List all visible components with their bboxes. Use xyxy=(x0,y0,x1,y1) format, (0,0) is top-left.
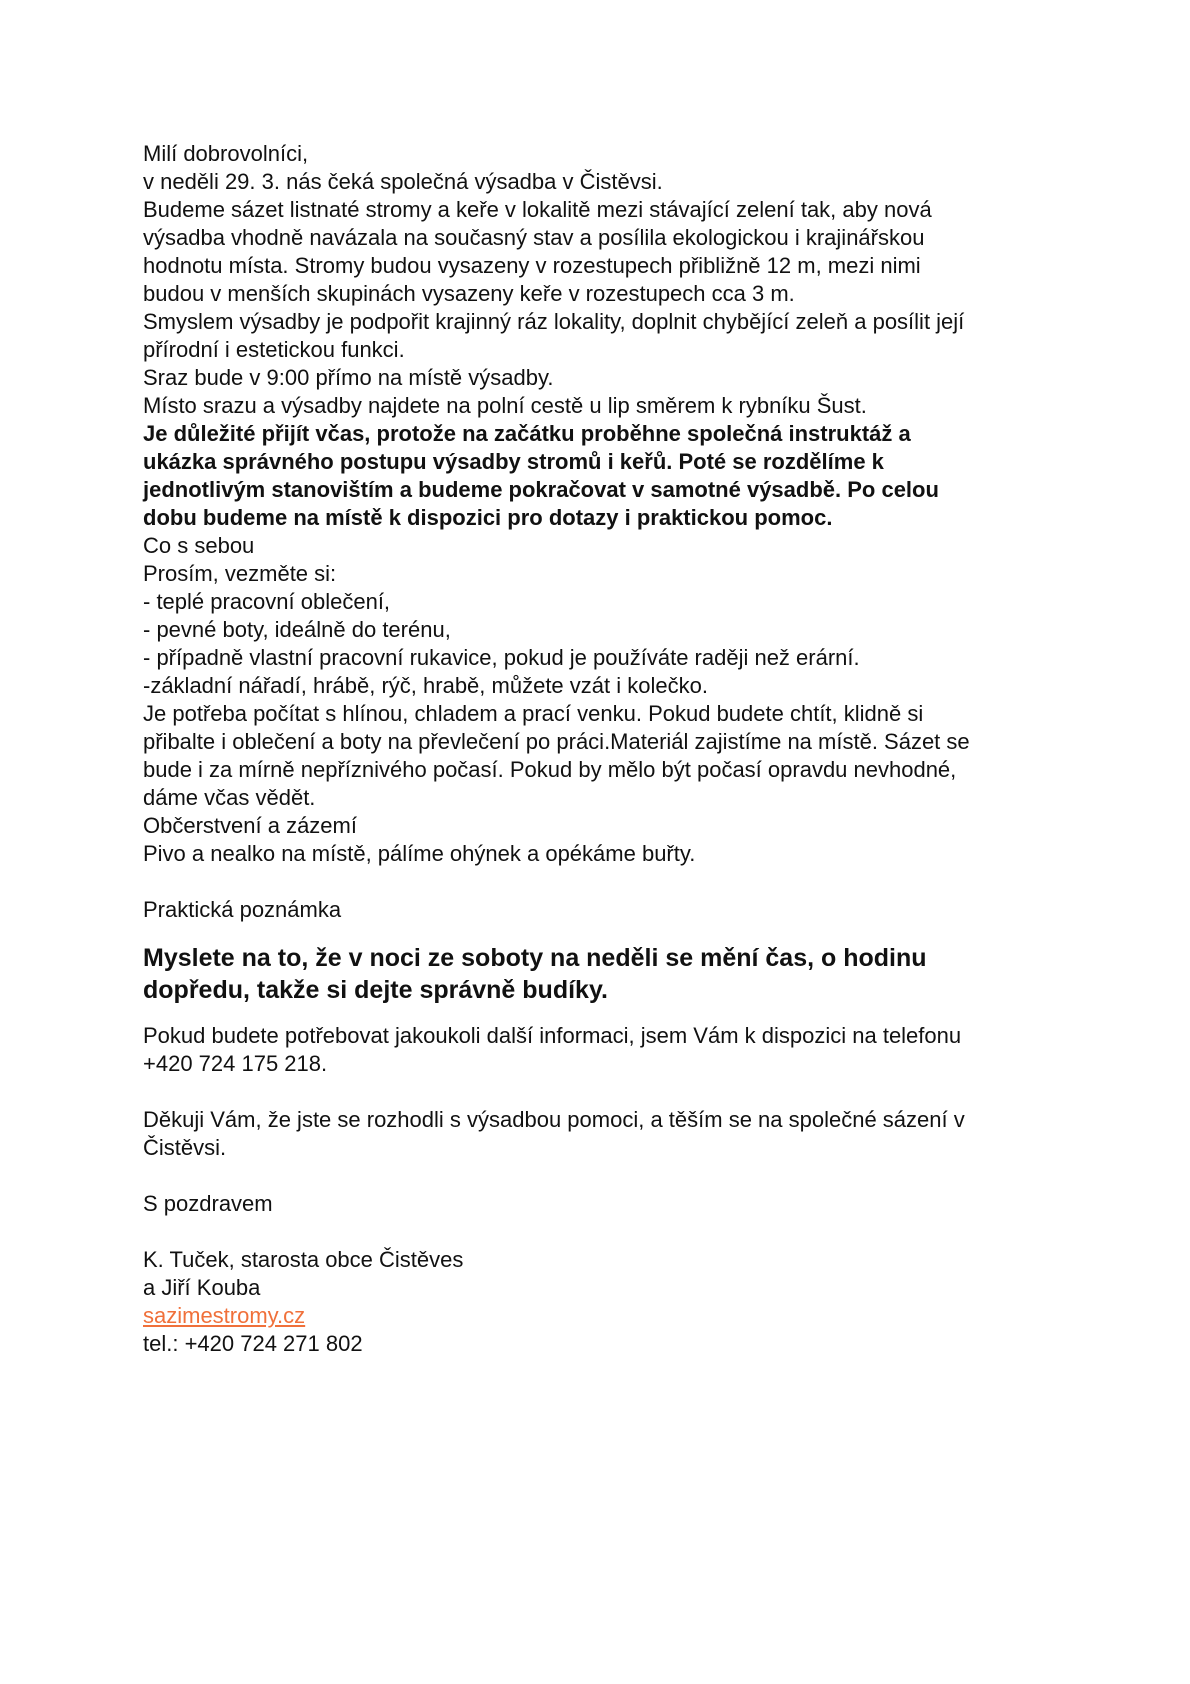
description-line: Smyslem výsadby je podpořit krajinný ráz lokality, doplnit chybějící zeleň a posílit její xyxy=(143,309,965,334)
important-line: jednotlivým stanovištím a budeme pokračovat v samotné výsadbě. Po celou xyxy=(143,477,939,502)
signature-name: K. Tuček, starosta obce Čistěves xyxy=(143,1247,464,1272)
greeting: Milí dobrovolníci, xyxy=(143,141,309,166)
spacer xyxy=(143,868,1063,896)
thanks-line: Čistěvsi. xyxy=(143,1135,227,1160)
meeting-place: Místo srazu a výsadby najdete na polní cestě u lip směrem k rybníku Šust. xyxy=(143,393,867,418)
note-heading: Praktická poznámka xyxy=(143,897,342,922)
contact-phone: +420 724 175 218. xyxy=(143,1051,328,1076)
bring-list-item: - případně vlastní pracovní rukavice, pokud je používáte raději než erární. xyxy=(143,645,860,670)
letter-page xyxy=(143,140,1063,1358)
thanks-paragraph xyxy=(143,1106,1063,1162)
conditions-paragraph xyxy=(143,700,1063,812)
conditions-line: dáme včas vědět. xyxy=(143,785,316,810)
description-line: hodnotu místa. Stromy budou vysazeny v rozestupech přibližně 12 m, mezi nimi xyxy=(143,253,921,278)
bring-intro: Prosím, vezměte si: xyxy=(143,561,337,586)
contact-line: Pokud budete potřebovat jakoukoli další informaci, jsem Vám k dispozici na telefonu xyxy=(143,1023,962,1048)
conditions-line: přibalte i oblečení a boty na převlečení po práci.Materiál zajistíme na místě. Sázet se xyxy=(143,729,970,754)
intro-line: v neděli 29. 3. nás čeká společná výsadba v Čistěvsi. xyxy=(143,169,663,194)
description-line: budou v menších skupinách vysazeny keře v rozestupech cca 3 m. xyxy=(143,281,795,306)
important-line: ukázka správného postupu výsadby stromů i keřů. Poté se rozdělíme k xyxy=(143,449,884,474)
description-paragraph xyxy=(143,196,1063,420)
description-line: výsadba vhodně navázala na současný stav a posílila ekologickou i krajinářskou xyxy=(143,225,925,250)
conditions-line: Je potřeba počítat s hlínou, chladem a prací venku. Pokud budete chtít, klidně si xyxy=(143,701,924,726)
bring-heading: Co s sebou xyxy=(143,533,255,558)
important-line: dobu budeme na místě k dispozici pro dotazy i praktickou pomoc. xyxy=(143,505,833,530)
signature-block xyxy=(143,1246,1063,1358)
spacer xyxy=(143,1218,1063,1246)
description-line: přírodní i estetickou funkci. xyxy=(143,337,405,362)
signature-name-2: a Jiří Kouba xyxy=(143,1275,261,1300)
spacer xyxy=(143,1162,1063,1190)
signature-phone: tel.: +420 724 271 802 xyxy=(143,1331,363,1356)
spacer xyxy=(143,1078,1063,1106)
conditions-line: bude i za mírně nepříznivého počasí. Pokud by mělo být počasí opravdu nevhodné, xyxy=(143,757,957,782)
bring-list-item: - pevné boty, ideálně do terénu, xyxy=(143,617,451,642)
contact-paragraph xyxy=(143,1022,1063,1078)
description-line: Budeme sázet listnaté stromy a keře v lokalitě mezi stávající zelení tak, aby nová xyxy=(143,197,932,222)
thanks-line: Děkuji Vám, že jste se rozhodli s výsadbou pomoci, a těším se na společné sázení v xyxy=(143,1107,965,1132)
notice-line: Myslete na to, že v noci ze soboty na neděli se mění čas, o hodinu xyxy=(143,944,927,972)
bring-list-item: - teplé pracovní oblečení, xyxy=(143,589,391,614)
important-notice xyxy=(143,420,1063,532)
refreshments-text: Pivo a nealko na místě, pálíme ohýnek a opékáme buřty. xyxy=(143,841,696,866)
bring-list xyxy=(143,588,1063,700)
notice-line: dopředu, takže si dejte správně budíky. xyxy=(143,976,608,1004)
refreshments-heading: Občerstvení a zázemí xyxy=(143,813,357,838)
closing: S pozdravem xyxy=(143,1191,273,1216)
important-line: Je důležité přijít včas, protože na začátku proběhne společná instruktáž a xyxy=(143,421,911,446)
meeting-time: Sraz bude v 9:00 přímo na místě výsadby. xyxy=(143,365,554,390)
time-change-notice xyxy=(143,942,1063,1006)
bring-list-item: -základní nářadí, hrábě, rýč, hrabě, můžete vzát i kolečko. xyxy=(143,673,708,698)
website-link[interactable]: sazimestromy.cz xyxy=(143,1303,306,1328)
